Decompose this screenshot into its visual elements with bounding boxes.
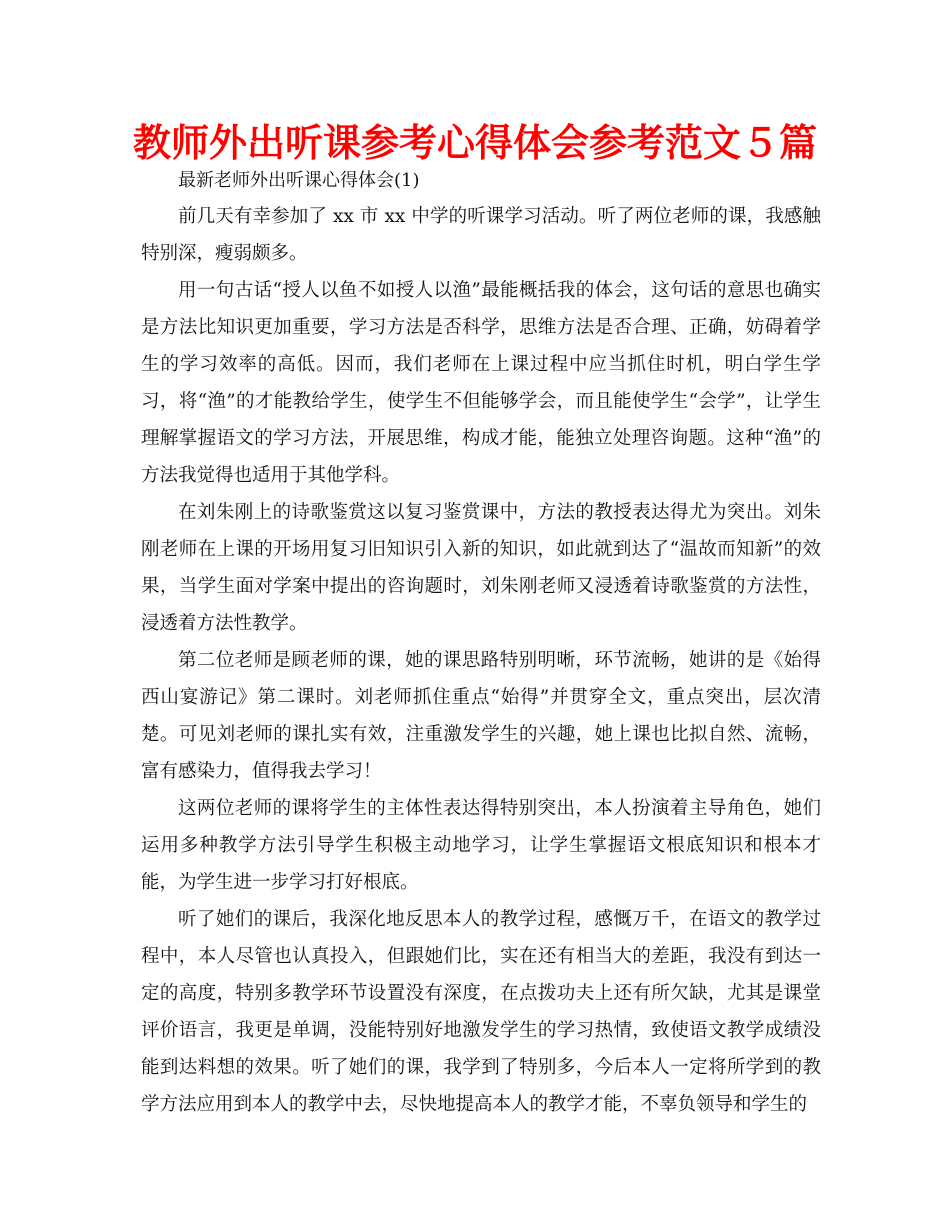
paragraph-2: 用一句古话“授人以鱼不如授人以渔”最能概括我的体会，这句话的意思也确实是方法比知识更加重要，学习方法是否科学，思维方法是否合理、正确，妨碍着学生的学习效率的高低。因而，我们老师在上课过程中应当抓住时机，明白学生学习，将“渔”的才能教给学生，使学生不但能够学会，而且能使学生“会学”，让学生理解掌握语文的学习方法，开展思维，构成才能，能独立处理咨询题。这种“渔”的方法我觉得也适用于其他学科。 <box>141 280 821 486</box>
document-subtitle: 最新老师外出听课心得体会(1) <box>178 170 420 191</box>
document-body <box>141 198 821 1123</box>
paragraph-1: 前几天有幸参加了 xx 市 xx 中学的听课学习活动。听了两位老师的课，我感触特别深，瘦弱颇多。 <box>141 206 821 264</box>
paragraph-6: 听了她们的课后，我深化地反思本人的教学过程，感慨万千，在语文的教学过程中，本人尽管也认真投入，但跟她们比，实在还有相当大的差距，我没有到达一定的高度，特别多教学环节设置没有深度，在点拨功夫上还有所欠缺，尤其是课堂评价语言，我更是单调，没能特别好地激发学生的学习热情，致使语文教学成绩没能到达料想的效果。听了她们的课，我学到了特别多，今后本人一定将所学到的教学方法应用到本人的教学中去，尽快地提高本人的教学才能，不辜负领导和学生的 <box>141 909 821 1115</box>
document-title: 教师外出听课参考心得体会参考范文５篇 <box>132 120 817 165</box>
paragraph-4: 第二位老师是顾老师的课，她的课思路特别明晰，环节流畅，她讲的是《始得西山宴游记》第二课时。刘老师抓住重点“始得”并贯穿全文，重点突出，层次清楚。可见刘老师的课扎实有效，注重激发学生的兴趣，她上课也比拟自然、流畅，富有感染力，值得我去学习！ <box>141 650 821 782</box>
paragraph-3: 在刘朱刚上的诗歌鉴赏这以复习鉴赏课中，方法的教授表达得尤为突出。刘朱刚老师在上课的开场用复习旧知识引入新的知识，如此就到达了“温故而知新”的效果，当学生面对学案中提出的咨询题时，刘朱刚老师又浸透着诗歌鉴赏的方法性，浸透着方法性教学。 <box>141 502 821 634</box>
paragraph-5: 这两位老师的课将学生的主体性表达得特别突出，本人扮演着主导角色，她们运用多种教学方法引导学生积极主动地学习，让学生掌握语文根底知识和根本才能，为学生进一步学习打好根底。 <box>141 798 821 893</box>
